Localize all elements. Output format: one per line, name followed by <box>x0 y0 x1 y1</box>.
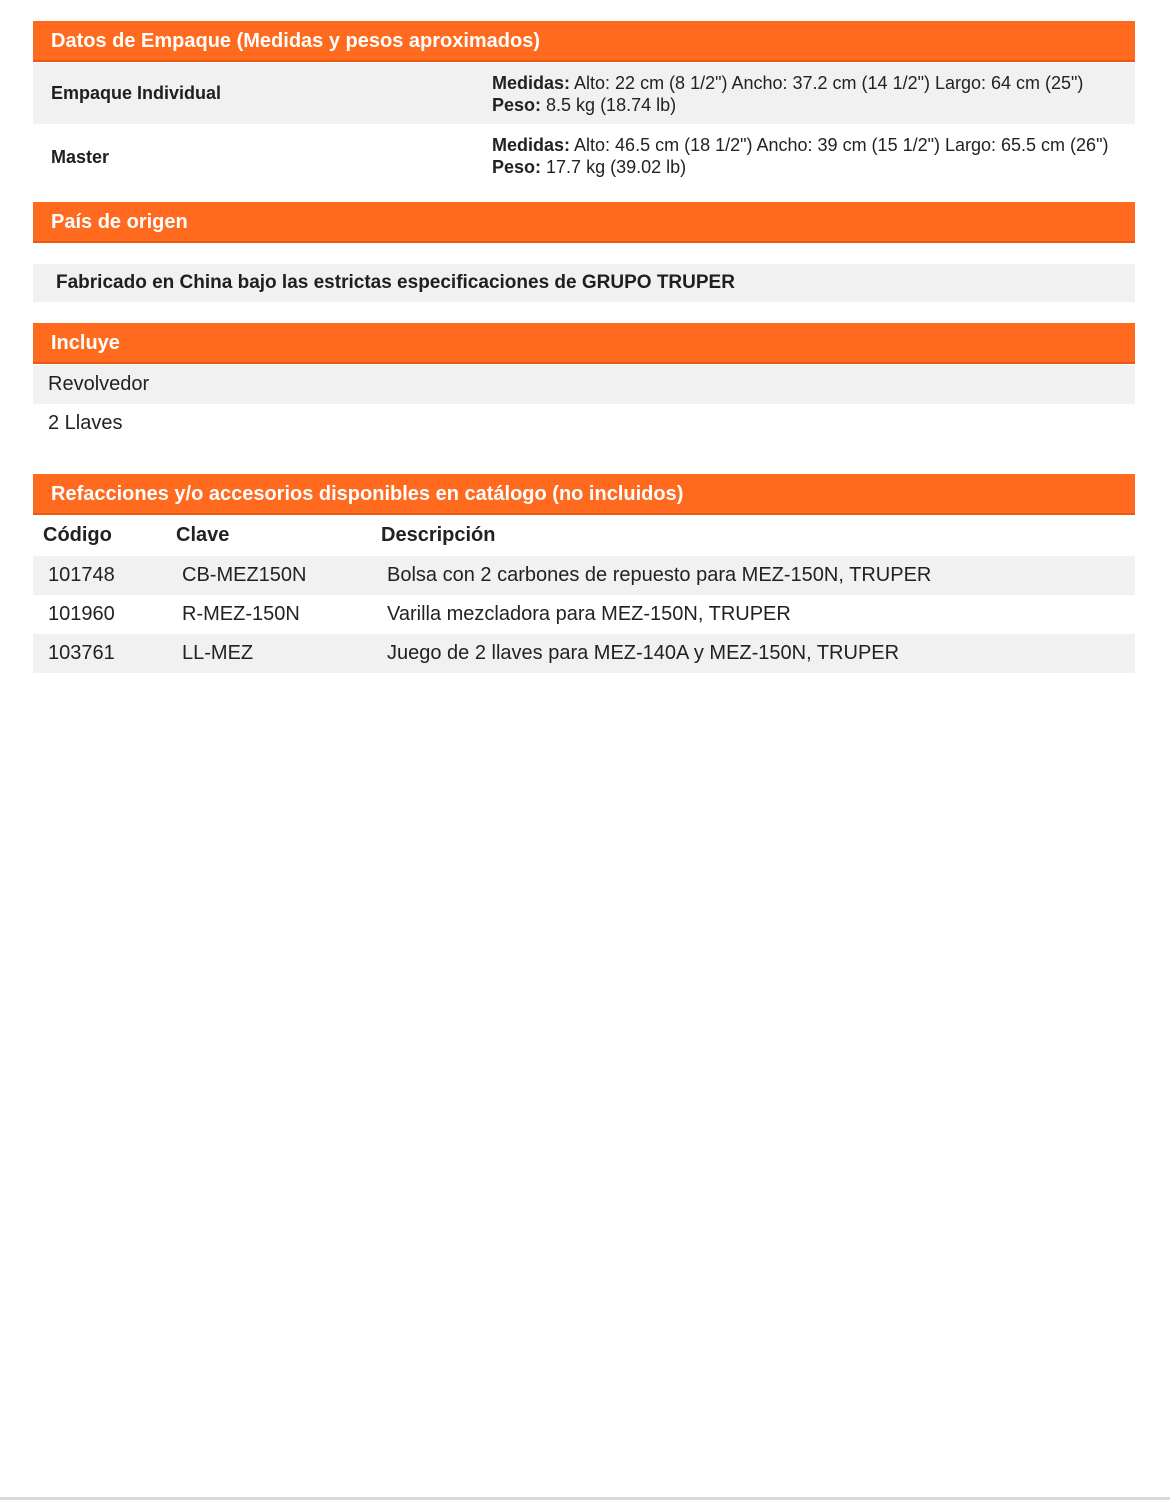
weight-value: 8.5 kg (18.74 lb) <box>541 95 677 115</box>
part-key: LL-MEZ <box>182 642 254 664</box>
origin-section-title: País de origen <box>51 211 188 233</box>
packaging-section-header <box>33 21 1135 62</box>
part-code: 103761 <box>48 642 115 664</box>
weight-value: 17.7 kg (39.02 lb) <box>541 157 687 177</box>
part-code: 101960 <box>48 603 115 625</box>
measures-value: Alto: 46.5 cm (18 1/2") Ancho: 39 cm (15 1/2") Largo: 65.5 cm (26") <box>570 135 1109 155</box>
parts-table-header <box>33 516 1135 556</box>
origin-section-header <box>33 202 1135 243</box>
part-key: R-MEZ-150N <box>182 603 300 625</box>
packaging-row-value <box>492 134 1115 178</box>
table-row <box>33 556 1135 595</box>
part-description: Juego de 2 llaves para MEZ-140A y MEZ-150N, TRUPER <box>387 642 900 664</box>
part-description: Bolsa con 2 carbones de repuesto para MEZ-150N, TRUPER <box>387 564 932 586</box>
includes-section-header <box>33 323 1135 364</box>
includes-section-title: Incluye <box>51 332 120 354</box>
packaging-row-label: Empaque Individual <box>51 83 222 103</box>
packaging-row-label: Master <box>51 147 110 167</box>
weight-label: Peso: <box>492 157 542 177</box>
column-header-code: Código <box>43 524 112 546</box>
origin-row <box>33 264 1135 302</box>
includes-item: 2 Llaves <box>48 412 123 434</box>
origin-text: Fabricado en China bajo las estrictas especificaciones de GRUPO TRUPER <box>56 272 735 293</box>
packaging-row-value <box>492 72 1115 116</box>
packaging-row-master <box>33 124 1135 190</box>
parts-section-title: Refacciones y/o accesorios disponibles en catálogo (no incluidos) <box>51 483 684 505</box>
includes-item: Revolvedor <box>33 365 1135 404</box>
column-header-description: Descripción <box>381 524 496 546</box>
weight-label: Peso: <box>492 95 542 115</box>
column-header-key: Clave <box>176 524 230 546</box>
measures-label: Medidas: <box>492 73 571 93</box>
measures-label: Medidas: <box>492 135 571 155</box>
part-key: CB-MEZ150N <box>182 564 307 586</box>
table-row <box>33 634 1135 673</box>
parts-section-header <box>33 474 1135 515</box>
packaging-section-title: Datos de Empaque (Medidas y pesos aproximados) <box>51 30 541 52</box>
table-row <box>33 595 1135 634</box>
packaging-row-individual <box>33 63 1135 124</box>
measures-value: Alto: 22 cm (8 1/2") Ancho: 37.2 cm (14 1/2") Largo: 64 cm (25") <box>570 73 1084 93</box>
part-code: 101748 <box>48 564 115 586</box>
part-description: Varilla mezcladora para MEZ-150N, TRUPER <box>387 603 791 625</box>
